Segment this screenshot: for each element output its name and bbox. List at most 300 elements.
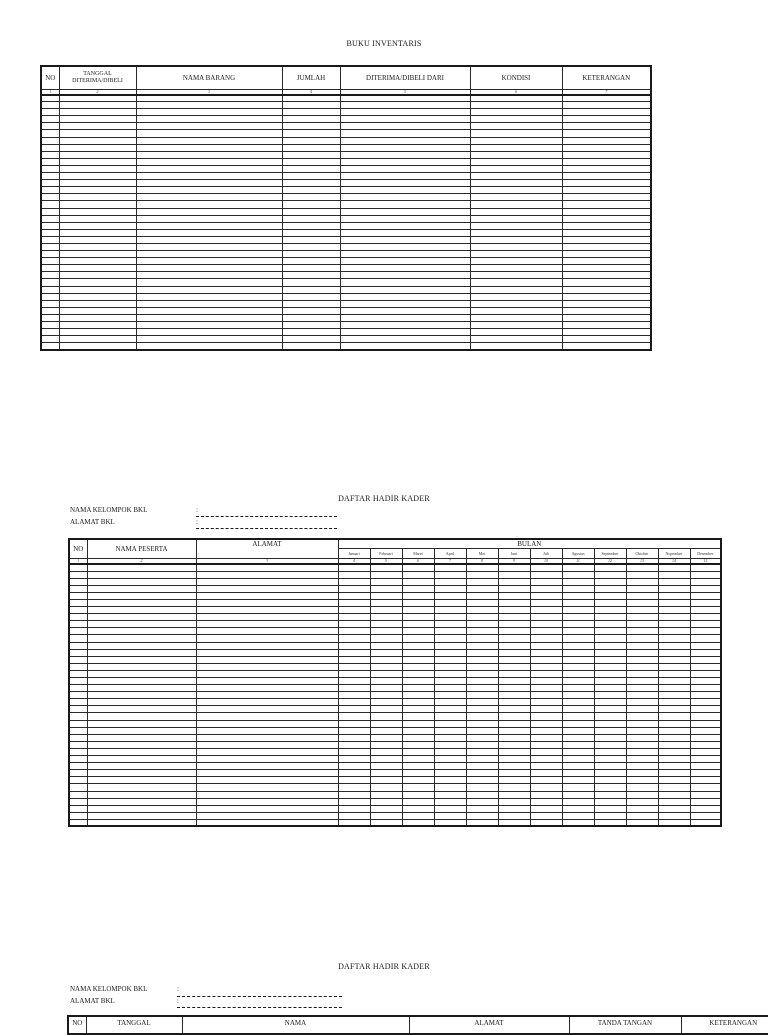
kader-cell[interactable] [658, 713, 690, 720]
kader-cell[interactable] [196, 678, 338, 685]
kader-cell[interactable] [466, 678, 498, 685]
kader-cell[interactable] [562, 748, 594, 755]
inventory-cell[interactable] [41, 300, 59, 307]
kader-cell[interactable] [402, 763, 434, 770]
inventory-cell[interactable] [282, 165, 340, 172]
kader-cell[interactable] [690, 763, 721, 770]
kader-cell[interactable] [690, 642, 721, 649]
kader-cell[interactable] [338, 784, 370, 791]
inventory-cell[interactable] [41, 201, 59, 208]
inventory-cell[interactable] [470, 130, 562, 137]
kader-cell[interactable] [196, 649, 338, 656]
inventory-cell[interactable] [282, 265, 340, 272]
kader-cell[interactable] [196, 621, 338, 628]
inventory-cell[interactable] [470, 272, 562, 279]
kader-cell[interactable] [466, 777, 498, 784]
kader-cell[interactable] [690, 791, 721, 798]
inventory-cell[interactable] [470, 307, 562, 314]
kader-cell[interactable] [434, 628, 466, 635]
kader-cell[interactable] [338, 713, 370, 720]
inventory-cell[interactable] [136, 300, 282, 307]
kader-cell[interactable] [562, 585, 594, 592]
kader-cell[interactable] [196, 812, 338, 819]
inventory-cell[interactable] [562, 322, 651, 329]
kader-cell[interactable] [626, 614, 658, 621]
kader-cell[interactable] [370, 791, 402, 798]
kader-cell[interactable] [594, 607, 626, 614]
kader-cell[interactable] [690, 720, 721, 727]
kader-cell[interactable] [466, 819, 498, 826]
inventory-cell[interactable] [340, 187, 470, 194]
kader-cell[interactable] [626, 734, 658, 741]
inventory-cell[interactable] [41, 272, 59, 279]
kader-cell[interactable] [658, 699, 690, 706]
kader-cell[interactable] [690, 798, 721, 805]
inventory-cell[interactable] [136, 187, 282, 194]
kader-cell[interactable] [196, 670, 338, 677]
kader-cell[interactable] [466, 578, 498, 585]
kader-cell[interactable] [594, 713, 626, 720]
inventory-cell[interactable] [470, 229, 562, 236]
inventory-cell[interactable] [340, 180, 470, 187]
kader-cell[interactable] [402, 777, 434, 784]
kader-cell[interactable] [434, 784, 466, 791]
inventory-cell[interactable] [562, 151, 651, 158]
kader-cell[interactable] [594, 663, 626, 670]
kader-cell[interactable] [69, 706, 87, 713]
inventory-cell[interactable] [340, 194, 470, 201]
inventory-cell[interactable] [59, 137, 136, 144]
inventory-cell[interactable] [340, 236, 470, 243]
inventory-cell[interactable] [59, 130, 136, 137]
kader-cell[interactable] [498, 692, 530, 699]
inventory-cell[interactable] [470, 279, 562, 286]
inventory-cell[interactable] [136, 95, 282, 102]
kader-cell[interactable] [466, 727, 498, 734]
kader-cell[interactable] [370, 734, 402, 741]
kader-cell[interactable] [196, 607, 338, 614]
kader-cell[interactable] [196, 614, 338, 621]
kader-cell[interactable] [370, 748, 402, 755]
kader-cell[interactable] [87, 663, 196, 670]
kader-cell[interactable] [626, 798, 658, 805]
inventory-cell[interactable] [41, 215, 59, 222]
kader-cell[interactable] [498, 685, 530, 692]
kader-cell[interactable] [626, 777, 658, 784]
inventory-cell[interactable] [470, 258, 562, 265]
kader-cell[interactable] [402, 748, 434, 755]
alamat-bkl-field[interactable] [196, 528, 337, 529]
kader-cell[interactable] [196, 798, 338, 805]
kader-cell[interactable] [594, 756, 626, 763]
kader-cell[interactable] [434, 791, 466, 798]
kader-cell[interactable] [562, 642, 594, 649]
kader-cell[interactable] [562, 599, 594, 606]
inventory-cell[interactable] [136, 314, 282, 321]
kader-cell[interactable] [402, 607, 434, 614]
kader-cell[interactable] [626, 649, 658, 656]
kader-cell[interactable] [434, 812, 466, 819]
kader-cell[interactable] [434, 585, 466, 592]
inventory-cell[interactable] [340, 243, 470, 250]
inventory-cell[interactable] [562, 229, 651, 236]
inventory-cell[interactable] [470, 102, 562, 109]
kader-cell[interactable] [402, 720, 434, 727]
inventory-cell[interactable] [562, 215, 651, 222]
inventory-cell[interactable] [41, 286, 59, 293]
kader-cell[interactable] [69, 805, 87, 812]
kader-cell[interactable] [434, 692, 466, 699]
kader-cell[interactable] [434, 706, 466, 713]
kader-cell[interactable] [498, 713, 530, 720]
inventory-cell[interactable] [340, 109, 470, 116]
kader-cell[interactable] [338, 748, 370, 755]
kader-cell[interactable] [690, 678, 721, 685]
kader-cell[interactable] [196, 578, 338, 585]
kader-cell[interactable] [658, 578, 690, 585]
kader-cell[interactable] [87, 798, 196, 805]
kader-cell[interactable] [338, 798, 370, 805]
kader-cell[interactable] [658, 798, 690, 805]
kader-cell[interactable] [594, 628, 626, 635]
inventory-cell[interactable] [282, 314, 340, 321]
inventory-cell[interactable] [562, 336, 651, 343]
kader-cell[interactable] [466, 706, 498, 713]
inventory-cell[interactable] [562, 158, 651, 165]
inventory-cell[interactable] [41, 109, 59, 116]
inventory-cell[interactable] [41, 329, 59, 336]
kader-cell[interactable] [434, 727, 466, 734]
kader-cell[interactable] [658, 685, 690, 692]
kader-cell[interactable] [690, 819, 721, 826]
kader-cell[interactable] [626, 748, 658, 755]
inventory-cell[interactable] [41, 322, 59, 329]
inventory-cell[interactable] [340, 336, 470, 343]
kader-cell[interactable] [87, 656, 196, 663]
inventory-cell[interactable] [41, 180, 59, 187]
inventory-cell[interactable] [562, 173, 651, 180]
inventory-cell[interactable] [562, 286, 651, 293]
kader-cell[interactable] [498, 748, 530, 755]
kader-cell[interactable] [69, 748, 87, 755]
inventory-cell[interactable] [59, 307, 136, 314]
kader-cell[interactable] [402, 784, 434, 791]
kader-cell[interactable] [498, 578, 530, 585]
inventory-cell[interactable] [470, 329, 562, 336]
kader-cell[interactable] [196, 699, 338, 706]
kader-cell[interactable] [562, 685, 594, 692]
kader-cell[interactable] [562, 678, 594, 685]
kader-cell[interactable] [338, 812, 370, 819]
kader-cell[interactable] [530, 607, 562, 614]
kader-cell[interactable] [594, 614, 626, 621]
kader-cell[interactable] [69, 798, 87, 805]
inventory-cell[interactable] [562, 222, 651, 229]
inventory-cell[interactable] [340, 272, 470, 279]
kader-cell[interactable] [498, 585, 530, 592]
kader-cell[interactable] [626, 578, 658, 585]
inventory-cell[interactable] [282, 187, 340, 194]
kader-cell[interactable] [69, 642, 87, 649]
kader-cell[interactable] [498, 571, 530, 578]
kader-cell[interactable] [498, 720, 530, 727]
kader-cell[interactable] [196, 564, 338, 571]
inventory-cell[interactable] [136, 173, 282, 180]
inventory-cell[interactable] [41, 158, 59, 165]
inventory-cell[interactable] [59, 286, 136, 293]
kader-cell[interactable] [594, 685, 626, 692]
inventory-cell[interactable] [59, 180, 136, 187]
kader-cell[interactable] [658, 571, 690, 578]
inventory-cell[interactable] [562, 265, 651, 272]
kader-cell[interactable] [658, 734, 690, 741]
kader-cell[interactable] [87, 784, 196, 791]
kader-cell[interactable] [594, 812, 626, 819]
kader-cell[interactable] [87, 628, 196, 635]
kader-cell[interactable] [434, 699, 466, 706]
kader-cell[interactable] [530, 685, 562, 692]
kader-cell[interactable] [370, 706, 402, 713]
kader-cell[interactable] [690, 685, 721, 692]
inventory-cell[interactable] [136, 322, 282, 329]
inventory-cell[interactable] [136, 329, 282, 336]
inventory-cell[interactable] [59, 279, 136, 286]
kader-cell[interactable] [562, 699, 594, 706]
kader-cell[interactable] [434, 592, 466, 599]
kader-cell[interactable] [466, 763, 498, 770]
inventory-cell[interactable] [470, 123, 562, 130]
inventory-cell[interactable] [340, 265, 470, 272]
kader-cell[interactable] [690, 805, 721, 812]
inventory-cell[interactable] [136, 243, 282, 250]
kader-cell[interactable] [338, 642, 370, 649]
kader-cell[interactable] [196, 599, 338, 606]
kader-cell[interactable] [370, 777, 402, 784]
kader-cell[interactable] [466, 812, 498, 819]
inventory-cell[interactable] [136, 251, 282, 258]
inventory-cell[interactable] [562, 137, 651, 144]
kader-cell[interactable] [196, 819, 338, 826]
kader-cell[interactable] [594, 777, 626, 784]
kader-cell[interactable] [466, 685, 498, 692]
kader-cell[interactable] [530, 592, 562, 599]
kader-cell[interactable] [402, 713, 434, 720]
kader-cell[interactable] [562, 770, 594, 777]
kader-cell[interactable] [530, 741, 562, 748]
inventory-cell[interactable] [136, 201, 282, 208]
kader-cell[interactable] [690, 741, 721, 748]
inventory-cell[interactable] [340, 173, 470, 180]
kader-cell[interactable] [402, 734, 434, 741]
kader-cell[interactable] [626, 819, 658, 826]
kader-cell[interactable] [594, 741, 626, 748]
kader-cell[interactable] [196, 784, 338, 791]
inventory-cell[interactable] [340, 102, 470, 109]
kader-cell[interactable] [594, 599, 626, 606]
kader-cell[interactable] [690, 635, 721, 642]
kader-cell[interactable] [87, 741, 196, 748]
kader-cell[interactable] [402, 741, 434, 748]
kader-cell[interactable] [626, 670, 658, 677]
kader-cell[interactable] [87, 770, 196, 777]
kader-cell[interactable] [402, 805, 434, 812]
kader-cell[interactable] [562, 763, 594, 770]
kader-cell[interactable] [530, 720, 562, 727]
kader-cell[interactable] [626, 727, 658, 734]
inventory-cell[interactable] [59, 258, 136, 265]
kader-cell[interactable] [402, 770, 434, 777]
inventory-cell[interactable] [59, 300, 136, 307]
kader-cell[interactable] [87, 585, 196, 592]
kader-cell[interactable] [562, 571, 594, 578]
kader-cell[interactable] [530, 763, 562, 770]
kader-cell[interactable] [594, 592, 626, 599]
kader-cell[interactable] [530, 621, 562, 628]
kader-cell[interactable] [370, 578, 402, 585]
inventory-cell[interactable] [562, 109, 651, 116]
kader-cell[interactable] [594, 585, 626, 592]
kader-cell[interactable] [626, 607, 658, 614]
kader-cell[interactable] [562, 670, 594, 677]
kader-cell[interactable] [370, 663, 402, 670]
kader-cell[interactable] [402, 642, 434, 649]
inventory-cell[interactable] [59, 208, 136, 215]
kader-cell[interactable] [530, 777, 562, 784]
kader-cell[interactable] [87, 621, 196, 628]
kader-cell[interactable] [626, 756, 658, 763]
kader-cell[interactable] [530, 812, 562, 819]
kader-cell[interactable] [196, 635, 338, 642]
kader-cell[interactable] [69, 819, 87, 826]
kader-cell[interactable] [562, 805, 594, 812]
kader-cell[interactable] [594, 706, 626, 713]
kader-cell[interactable] [370, 812, 402, 819]
kader-cell[interactable] [370, 741, 402, 748]
inventory-cell[interactable] [562, 208, 651, 215]
kader-cell[interactable] [196, 713, 338, 720]
kader-cell[interactable] [402, 663, 434, 670]
inventory-cell[interactable] [562, 343, 651, 350]
inventory-cell[interactable] [562, 102, 651, 109]
kader-cell[interactable] [402, 635, 434, 642]
inventory-cell[interactable] [282, 343, 340, 350]
inventory-cell[interactable] [59, 265, 136, 272]
kader-cell[interactable] [530, 798, 562, 805]
inventory-cell[interactable] [470, 215, 562, 222]
kader-cell[interactable] [658, 720, 690, 727]
kader-cell[interactable] [626, 784, 658, 791]
kader-cell[interactable] [69, 628, 87, 635]
inventory-cell[interactable] [41, 144, 59, 151]
kader-cell[interactable] [658, 585, 690, 592]
kader-cell[interactable] [466, 649, 498, 656]
inventory-cell[interactable] [562, 201, 651, 208]
kader-cell[interactable] [690, 756, 721, 763]
kader-cell[interactable] [196, 663, 338, 670]
kader-cell[interactable] [69, 614, 87, 621]
kader-cell[interactable] [658, 805, 690, 812]
kader-cell[interactable] [658, 621, 690, 628]
kader-cell[interactable] [690, 656, 721, 663]
inventory-cell[interactable] [470, 236, 562, 243]
inventory-cell[interactable] [562, 279, 651, 286]
inventory-cell[interactable] [41, 130, 59, 137]
inventory-cell[interactable] [470, 201, 562, 208]
kader-cell[interactable] [690, 663, 721, 670]
kader-cell[interactable] [498, 599, 530, 606]
kader-cell[interactable] [498, 635, 530, 642]
kader-cell[interactable] [658, 812, 690, 819]
inventory-cell[interactable] [282, 215, 340, 222]
kader-cell[interactable] [338, 685, 370, 692]
kader-cell[interactable] [690, 571, 721, 578]
kader-cell[interactable] [87, 635, 196, 642]
kader-cell[interactable] [690, 713, 721, 720]
inventory-cell[interactable] [562, 314, 651, 321]
kader-cell[interactable] [370, 656, 402, 663]
inventory-cell[interactable] [136, 109, 282, 116]
kader-cell[interactable] [402, 585, 434, 592]
kader-cell[interactable] [370, 621, 402, 628]
kader-cell[interactable] [370, 642, 402, 649]
kader-cell[interactable] [690, 585, 721, 592]
inventory-cell[interactable] [470, 293, 562, 300]
kader-cell[interactable] [466, 720, 498, 727]
inventory-cell[interactable] [41, 208, 59, 215]
kader-cell[interactable] [690, 614, 721, 621]
kader-cell[interactable] [594, 571, 626, 578]
kader-cell[interactable] [370, 649, 402, 656]
kader-cell[interactable] [626, 812, 658, 819]
kader-cell[interactable] [402, 727, 434, 734]
inventory-cell[interactable] [41, 194, 59, 201]
inventory-cell[interactable] [41, 187, 59, 194]
kader-cell[interactable] [466, 699, 498, 706]
kader-cell[interactable] [658, 649, 690, 656]
kader-cell[interactable] [626, 706, 658, 713]
kader-cell[interactable] [87, 564, 196, 571]
kader-cell[interactable] [370, 720, 402, 727]
kader-cell[interactable] [658, 614, 690, 621]
kader-cell[interactable] [69, 599, 87, 606]
inventory-cell[interactable] [340, 322, 470, 329]
kader-cell[interactable] [626, 628, 658, 635]
inventory-cell[interactable] [562, 243, 651, 250]
kader-cell[interactable] [626, 791, 658, 798]
kader-cell[interactable] [402, 692, 434, 699]
inventory-cell[interactable] [282, 293, 340, 300]
kader-cell[interactable] [69, 692, 87, 699]
kader-cell[interactable] [658, 656, 690, 663]
inventory-cell[interactable] [282, 236, 340, 243]
kader-cell[interactable] [434, 678, 466, 685]
inventory-cell[interactable] [470, 116, 562, 123]
kader-cell[interactable] [594, 670, 626, 677]
kader-cell[interactable] [594, 642, 626, 649]
kader-cell[interactable] [338, 791, 370, 798]
kader-cell[interactable] [196, 756, 338, 763]
inventory-cell[interactable] [470, 144, 562, 151]
kader-cell[interactable] [690, 578, 721, 585]
inventory-cell[interactable] [59, 314, 136, 321]
kader-cell[interactable] [87, 642, 196, 649]
kader-cell[interactable] [498, 628, 530, 635]
kader-cell[interactable] [69, 720, 87, 727]
kader-cell[interactable] [690, 727, 721, 734]
kader-cell[interactable] [338, 592, 370, 599]
kader-cell[interactable] [69, 571, 87, 578]
kader-cell[interactable] [69, 564, 87, 571]
